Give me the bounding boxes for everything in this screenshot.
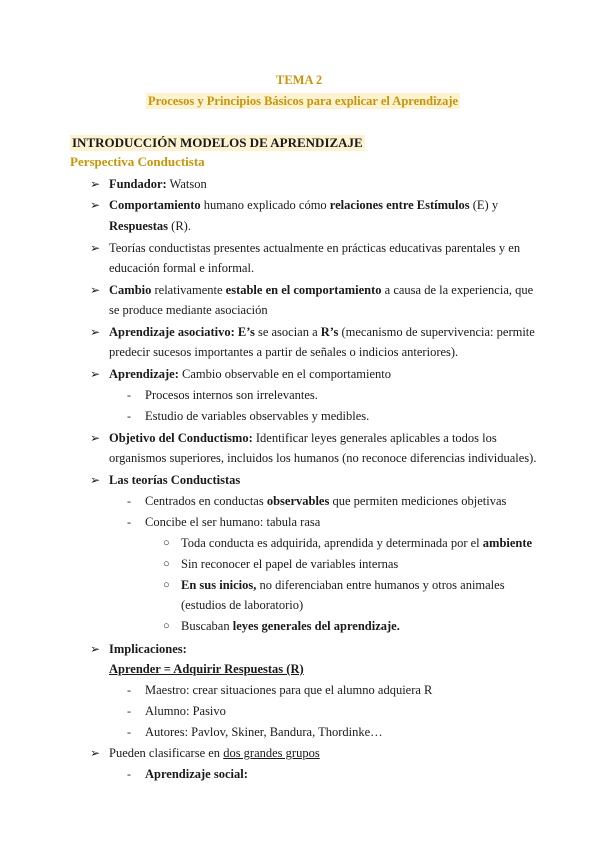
item-teorias-presentes: Teorías conductistas presentes actualmente en prácticas educativas parentales y en	[109, 241, 521, 255]
arrow-bullet-icon: ➢	[90, 325, 101, 339]
arrow-bullet-icon: ➢	[90, 198, 101, 212]
document-subtitle: Procesos y Principios Básicos para explicar el Aprendizaje	[148, 94, 459, 108]
teorias-sub-1: Centrados en conductas observables que permiten mediciones objetivas	[145, 494, 507, 508]
arrow-bullet-icon: ➢	[90, 367, 101, 381]
item-teorias-conductistas: Las teorías Conductistas	[109, 473, 241, 487]
item-objetivo: Objetivo del Conductismo: Identificar leyes generales aplicables a todos los	[109, 431, 497, 445]
circle-bullet: ○	[163, 537, 170, 549]
item-comportamiento-line2: Respuestas (R).	[109, 219, 191, 233]
item-cambio-line2: se produce mediante asociación	[109, 303, 268, 317]
item-teorias-presentes-line2: educación formal e informal.	[109, 261, 255, 275]
teorias-circle-3-line2: (estudios de laboratorio)	[181, 598, 304, 612]
item-asociativo-line2: predecir sucesos importantes a partir de señales o indicios anteriores).	[109, 345, 459, 359]
aprendizaje-sub-1: Procesos internos son irrelevantes.	[145, 388, 318, 402]
implicaciones-sub-3: Autores: Pavlov, Skiner, Bandura, Thordinke…	[145, 725, 383, 739]
item-asociativo: Aprendizaje asociativo: E’s se asocian a R’s (mecanismo de supervivencia: permite	[109, 325, 535, 339]
implicaciones-sub-2: Alumno: Pasivo	[145, 704, 226, 718]
item-clasificar: Pueden clasificarse en dos grandes grupos	[109, 746, 320, 760]
arrow-bullet-icon: ➢	[90, 283, 101, 297]
implicaciones-sub-1: Maestro: crear situaciones para que el alumno adquiera R	[145, 683, 433, 697]
circle-bullet: ○	[163, 558, 170, 570]
item-comportamiento: Comportamiento humano explicado cómo relaciones entre Estímulos (E) y	[109, 198, 499, 212]
item-fundador: Fundador: Watson	[109, 177, 207, 191]
arrow-bullet-icon: ➢	[90, 431, 101, 445]
arrow-bullet-icon: ➢	[90, 473, 101, 487]
dash-bullet: -	[127, 725, 131, 739]
aprendizaje-sub-2: Estudio de variables observables y medibles.	[145, 409, 370, 423]
section-title: INTRODUCCIÓN MODELOS DE APRENDIZAJE	[72, 135, 363, 150]
arrow-bullet-icon: ➢	[90, 177, 101, 191]
implicaciones-formula: Aprender = Adquirir Respuestas (R)	[109, 662, 304, 676]
circle-bullet: ○	[163, 620, 170, 632]
item-cambio: Cambio relativamente estable en el comportamiento a causa de la experiencia, que	[109, 283, 534, 297]
dash-bullet: -	[127, 409, 131, 423]
teorias-circle-2: Sin reconocer el papel de variables internas	[181, 557, 399, 571]
tema-title: TEMA 2	[276, 73, 323, 87]
teorias-circle-1: Toda conducta es adquirida, aprendida y determinada por el ambiente	[181, 536, 533, 550]
dash-bullet: -	[127, 683, 131, 697]
circle-bullet: ○	[163, 579, 170, 591]
arrow-bullet-icon: ➢	[90, 241, 101, 255]
dash-bullet: -	[127, 494, 131, 508]
dash-bullet: -	[127, 767, 131, 781]
item-aprendizaje: Aprendizaje: Cambio observable en el comportamiento	[109, 367, 391, 381]
clasificar-sub-1: Aprendizaje social:	[145, 767, 248, 781]
dash-bullet: -	[127, 515, 131, 529]
dash-bullet: -	[127, 704, 131, 718]
dash-bullet: -	[127, 388, 131, 402]
teorias-circle-4: Buscaban leyes generales del aprendizaje.	[181, 619, 400, 633]
subsection-title: Perspectiva Conductista	[70, 154, 205, 169]
item-objetivo-line2: organismos superiores, incluidos los humanos (no reconoce diferencias individuales).	[109, 451, 537, 465]
teorias-sub-2: Concibe el ser humano: tabula rasa	[145, 515, 321, 529]
teorias-circle-3: En sus inicios, no diferenciaban entre humanos y otros animales	[181, 578, 505, 592]
arrow-bullet-icon: ➢	[90, 642, 101, 656]
item-implicaciones: Implicaciones:	[109, 642, 187, 656]
arrow-bullet-icon: ➢	[90, 746, 101, 760]
